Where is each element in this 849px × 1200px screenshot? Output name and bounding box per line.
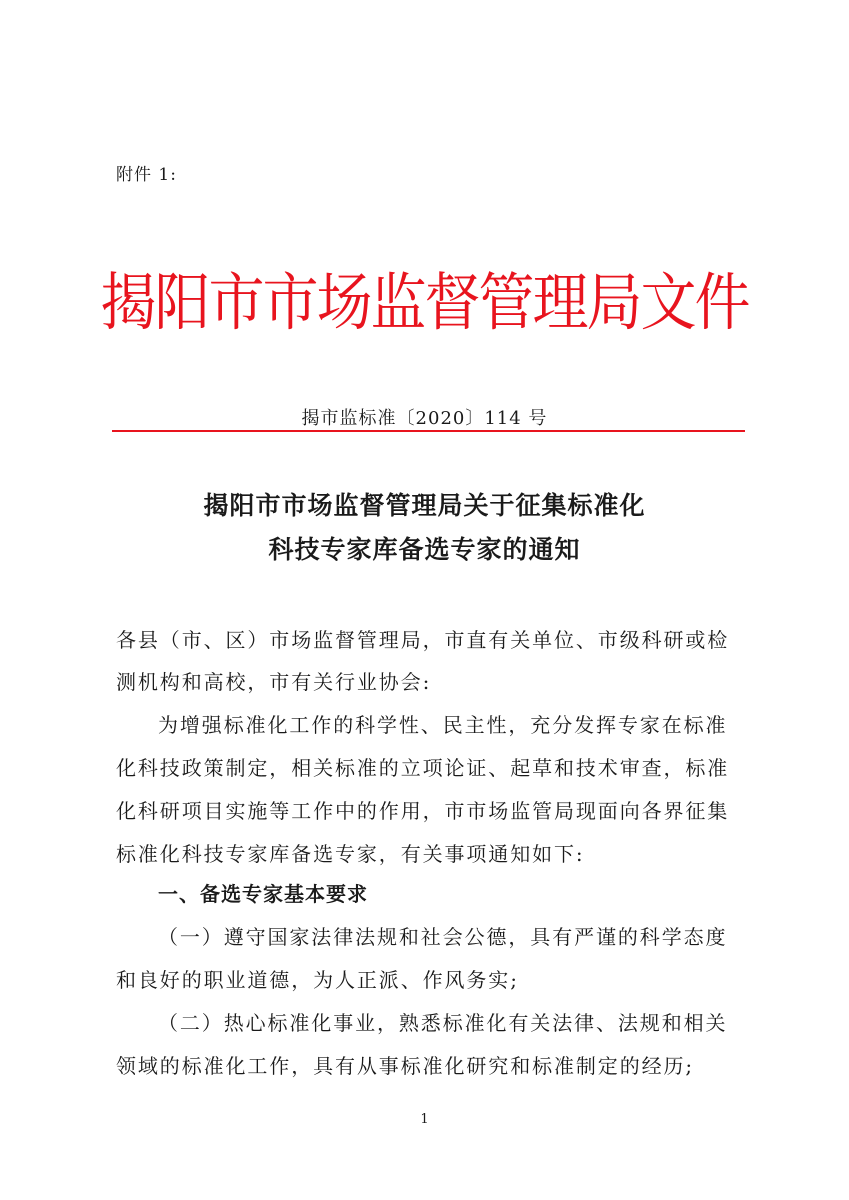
list-item-line: （一）遵守国家法律法规和社会公德，具有严谨的科学态度 — [158, 925, 728, 949]
red-divider-line — [112, 430, 745, 432]
section-heading: 一、备选专家基本要求 — [158, 882, 368, 906]
page-number: 1 — [420, 1112, 429, 1127]
document-number: 揭市监标准〔2020〕114 号 — [301, 408, 548, 429]
list-item-line: 领域的标准化工作，具有从事标准化研究和标准制定的经历; — [116, 1054, 695, 1078]
notice-title-line-2: 科技专家库备选专家的通知 — [268, 535, 581, 564]
body-line: 各县（市、区）市场监督管理局，市直有关单位、市级科研或检 — [116, 628, 730, 652]
body-line: 为增强标准化工作的科学性、民主性，充分发挥专家在标准 — [158, 713, 728, 737]
body-line: 化科技政策制定，相关标准的立项论证、起草和技术审查，标准 — [116, 756, 730, 780]
body-line: 测机构和高校，市有关行业协会: — [116, 670, 432, 694]
notice-title-line-1: 揭阳市市场监督管理局关于征集标准化 — [203, 491, 646, 520]
body-line: 标准化科技专家库备选专家，有关事项通知如下: — [116, 842, 585, 866]
body-line: 化科研项目实施等工作中的作用，市市场监管局现面向各界征集 — [116, 799, 730, 823]
list-item-line: （二）热心标准化事业，熟悉标准化有关法律、法规和相关 — [158, 1011, 728, 1035]
attachment-label: 附件 1: — [116, 165, 177, 185]
masthead-title: 揭阳市市场监督管理局文件 — [100, 266, 749, 340]
list-item-line: 和良好的职业道德，为人正派、作风务实; — [116, 968, 519, 992]
